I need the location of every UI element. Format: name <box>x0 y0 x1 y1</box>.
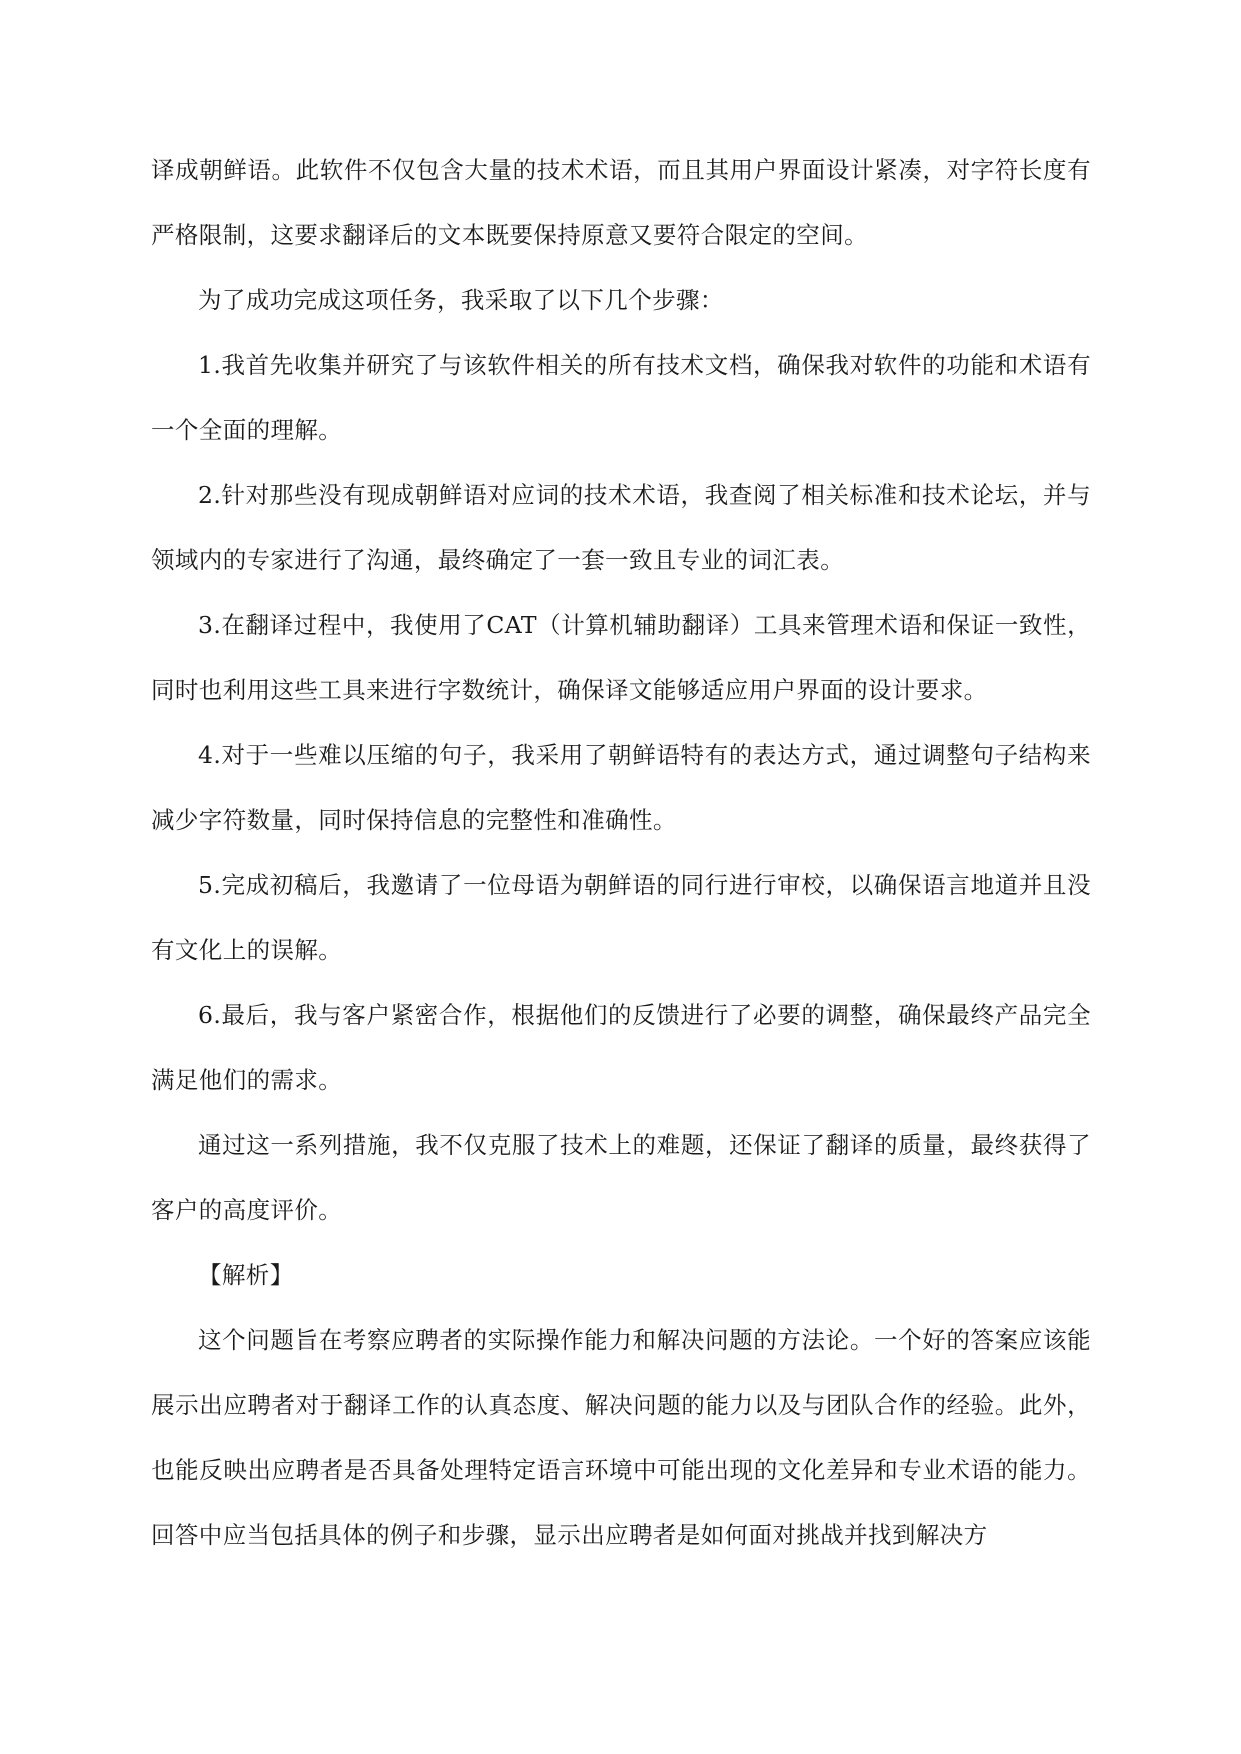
paragraph-conclusion: 通过这一系列措施，我不仅克服了技术上的难题，还保证了翻译的质量，最终获得了客户的高度评价。 <box>151 1131 1091 1224</box>
paragraph-step-3: 3.在翻译过程中，我使用了CAT（计算机辅助翻译）工具来管理术语和保证一致性，同时也利用这些工具来进行字数统计，确保译文能够适应用户界面的设计要求。 <box>151 611 1091 704</box>
paragraph-steps-intro: 为了成功完成这项任务，我采取了以下几个步骤： <box>198 286 724 314</box>
document-body <box>151 138 1091 1568</box>
paragraph-step-2: 2.针对那些没有现成朝鲜语对应词的技术术语，我查阅了相关标准和技术论坛，并与领域内的专家进行了沟通，最终确定了一套一致且专业的词汇表。 <box>151 481 1091 574</box>
paragraph-step-5: 5.完成初稿后，我邀请了一位母语为朝鲜语的同行进行审校，以确保语言地道并且没有文化上的误解。 <box>151 871 1091 964</box>
paragraph-step-4: 4.对于一些难以压缩的句子，我采用了朝鲜语特有的表达方式，通过调整句子结构来减少字符数量，同时保持信息的完整性和准确性。 <box>151 741 1091 834</box>
paragraph-step-1: 1.我首先收集并研究了与该软件相关的所有技术文档，确保我对软件的功能和术语有一个全面的理解。 <box>151 351 1091 444</box>
section-heading-analysis: 【解析】 <box>198 1261 294 1289</box>
paragraph-step-6: 6.最后，我与客户紧密合作，根据他们的反馈进行了必要的调整，确保最终产品完全满足他们的需求。 <box>151 1001 1091 1094</box>
paragraph-intro: 译成朝鲜语。此软件不仅包含大量的技术术语，而且其用户界面设计紧凑，对字符长度有严格限制，这要求翻译后的文本既要保持原意又要符合限定的空间。 <box>151 156 1091 249</box>
paragraph-analysis: 这个问题旨在考察应聘者的实际操作能力和解决问题的方法论。一个好的答案应该能展示出应聘者对于翻译工作的认真态度、解决问题的能力以及与团队合作的经验。此外，也能反映出应聘者是否具备处理特定语言环境中可能出现的文化差异和专业术语的能力。回答中应当包括具体的例子和步骤，显示出应聘者是如何面对挑战并找到解决方 <box>151 1326 1091 1549</box>
